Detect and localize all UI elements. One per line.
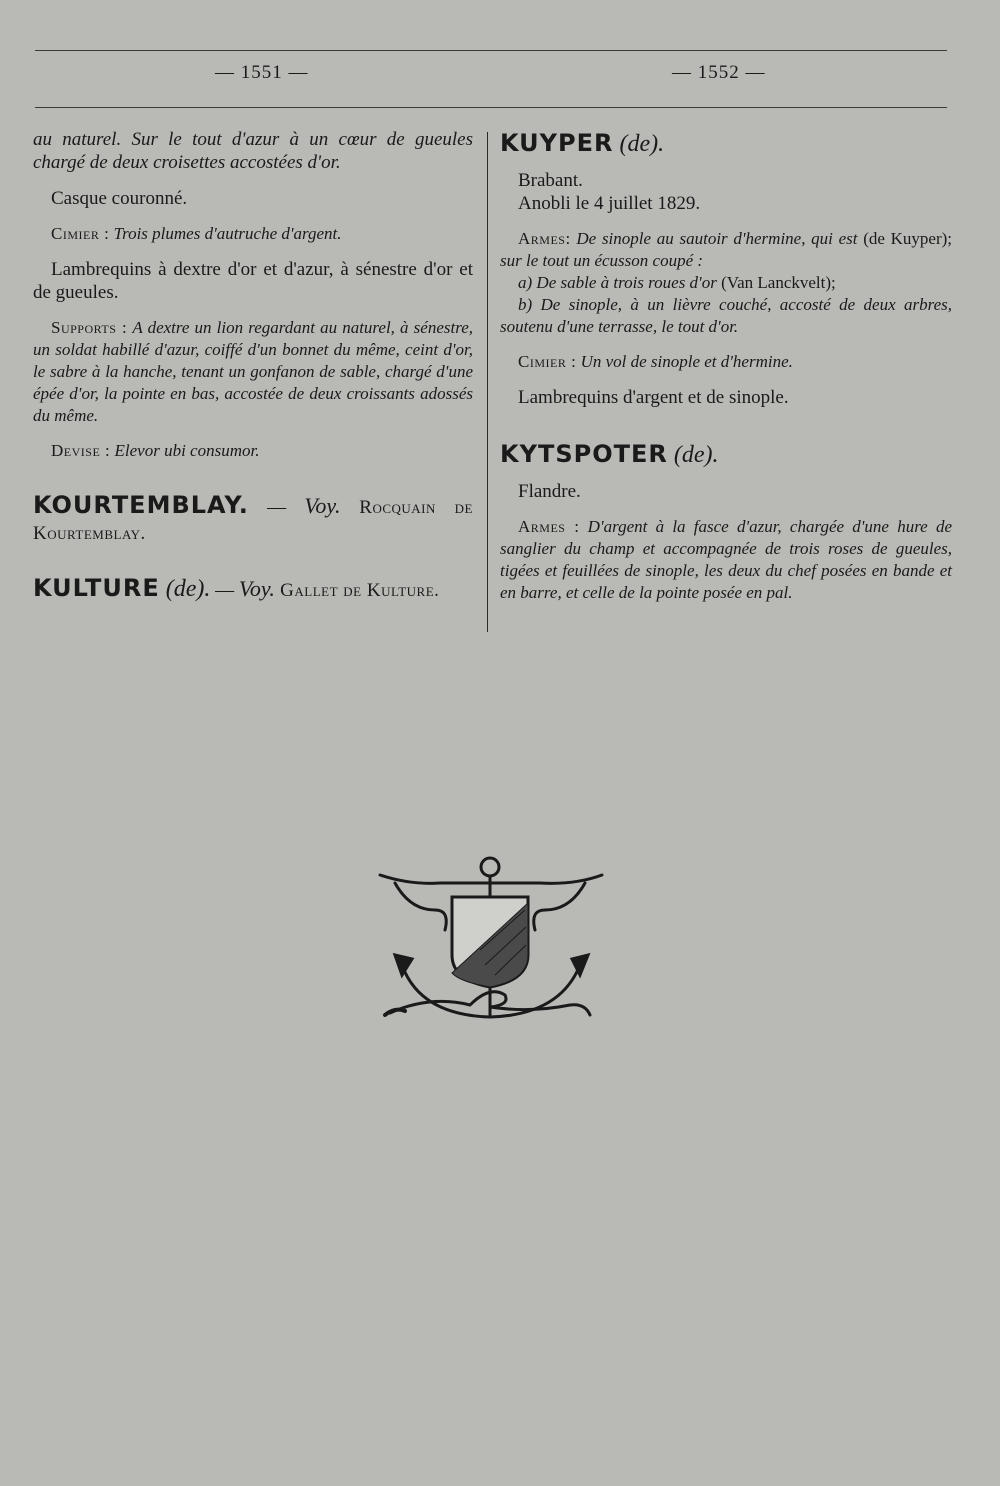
right-page-number: — 1552 — <box>672 62 766 83</box>
kuyper-anobli: Anobli le 4 juillet 1829. <box>518 193 701 214</box>
kourtemblay-dash: — <box>248 497 305 518</box>
column-divider <box>487 132 488 632</box>
kulture-reference: Gallet de Kulture. <box>274 580 440 601</box>
kytspoter-armes-label: Armes : <box>518 517 580 536</box>
kulture-voy: Voy. <box>238 576 275 601</box>
kuyper-particle: (de). <box>613 131 665 157</box>
kytspoter-particle: (de). <box>667 442 719 468</box>
kuyper-lambrequins: Lambrequins d'argent et de sinople. <box>518 387 789 408</box>
kytspoter-region: Flandre. <box>518 481 581 502</box>
continuation-paragraph: au naturel. Sur le tout d'azur à un cœur de gueules chargé de deux croisettes accostées d'or. <box>33 129 473 173</box>
supports-entry <box>33 317 473 427</box>
devise-text: Elevor ubi consumor. <box>114 441 260 460</box>
kourtemblay-reference: Rocquain de Kourtemblay. <box>33 497 473 544</box>
supports-text: A dextre un lion regardant au naturel, à sénestre, un soldat habillé d'azur, coiffé d'un bonnet du même, ceint d'or, le sabre à la hanche, tenant un gonfanon de sable, chargé d'une épée d'or, la pointe en bas, accostée de deux croissants adossés du même. <box>33 318 473 425</box>
kourtemblay-heading: KOURTEMBLAY. <box>33 491 249 519</box>
kulture-entry <box>33 575 473 604</box>
kuyper-armes <box>500 228 952 272</box>
kytspoter-heading: KYTSPOTER <box>500 440 668 468</box>
kytspoter-armes-text: D'argent à la fasce d'azur, chargée d'une hure de sanglier du champ et accompagnée de trois roses de gueules, tigées et feuillées de sinople, les deux du chef posées en bande et en barre, et celle de la pointe posée en pal. <box>500 517 953 602</box>
kuyper-quarter-a <box>500 272 952 294</box>
top-rule <box>35 50 947 51</box>
kuyper-armes-label: Armes: <box>518 229 571 248</box>
kuyper-heading-line <box>500 128 952 161</box>
devise-label: Devise : <box>51 441 111 460</box>
kuyper-cimier-label: Cimier : <box>518 352 577 371</box>
left-page-number: — 1551 — <box>215 62 309 83</box>
cimier-label: Cimier : <box>51 224 110 243</box>
kuyper-armes-text-b: (de Kuyper); <box>863 229 953 248</box>
header-rule <box>35 107 947 108</box>
kuyper-quarter-b: b) De sinople, à un lièvre couché, accosté de deux arbres, soutenu d'une terrasse, le tout d'or. <box>500 295 952 336</box>
kuyper-cimier-text: Un vol de sinople et d'hermine. <box>580 352 793 371</box>
kuyper-heading: KUYPER <box>500 129 614 157</box>
supports-label: Supports : <box>51 318 128 337</box>
left-column <box>33 128 473 604</box>
kuyper-quarter-a-text: a) De sable à trois roues d'or <box>518 273 717 292</box>
kuyper-quarter-a-family: (Van Lanckvelt); <box>721 273 836 292</box>
kuyper-armes-text-a: De sinople au sautoir d'hermine, qui est <box>576 229 858 248</box>
devise-entry <box>33 440 473 462</box>
casque-text: Casque couronné. <box>51 188 188 209</box>
cimier-text: Trois plumes d'autruche d'argent. <box>113 224 342 243</box>
kytspoter-armes <box>500 516 952 604</box>
kytspoter-heading-line <box>500 439 952 472</box>
cimier-entry <box>33 223 473 245</box>
kuyper-armes-text-c: sur le tout un écusson coupé : <box>500 251 704 270</box>
right-column <box>500 128 952 604</box>
kourtemblay-entry <box>33 492 473 547</box>
kulture-particle: (de). <box>159 576 211 602</box>
lambrequins-text: Lambrequins à dextre d'or et d'azur, à sénestre d'or et de gueules. <box>33 259 473 303</box>
kulture-dash: — <box>210 580 239 601</box>
kuyper-cimier <box>500 351 952 373</box>
kuyper-region: Brabant. <box>518 170 583 191</box>
anchor-shield-serpent-icon <box>340 855 640 1045</box>
kourtemblay-voy: Voy. <box>304 493 341 518</box>
kulture-heading: KULTURE <box>33 574 160 602</box>
